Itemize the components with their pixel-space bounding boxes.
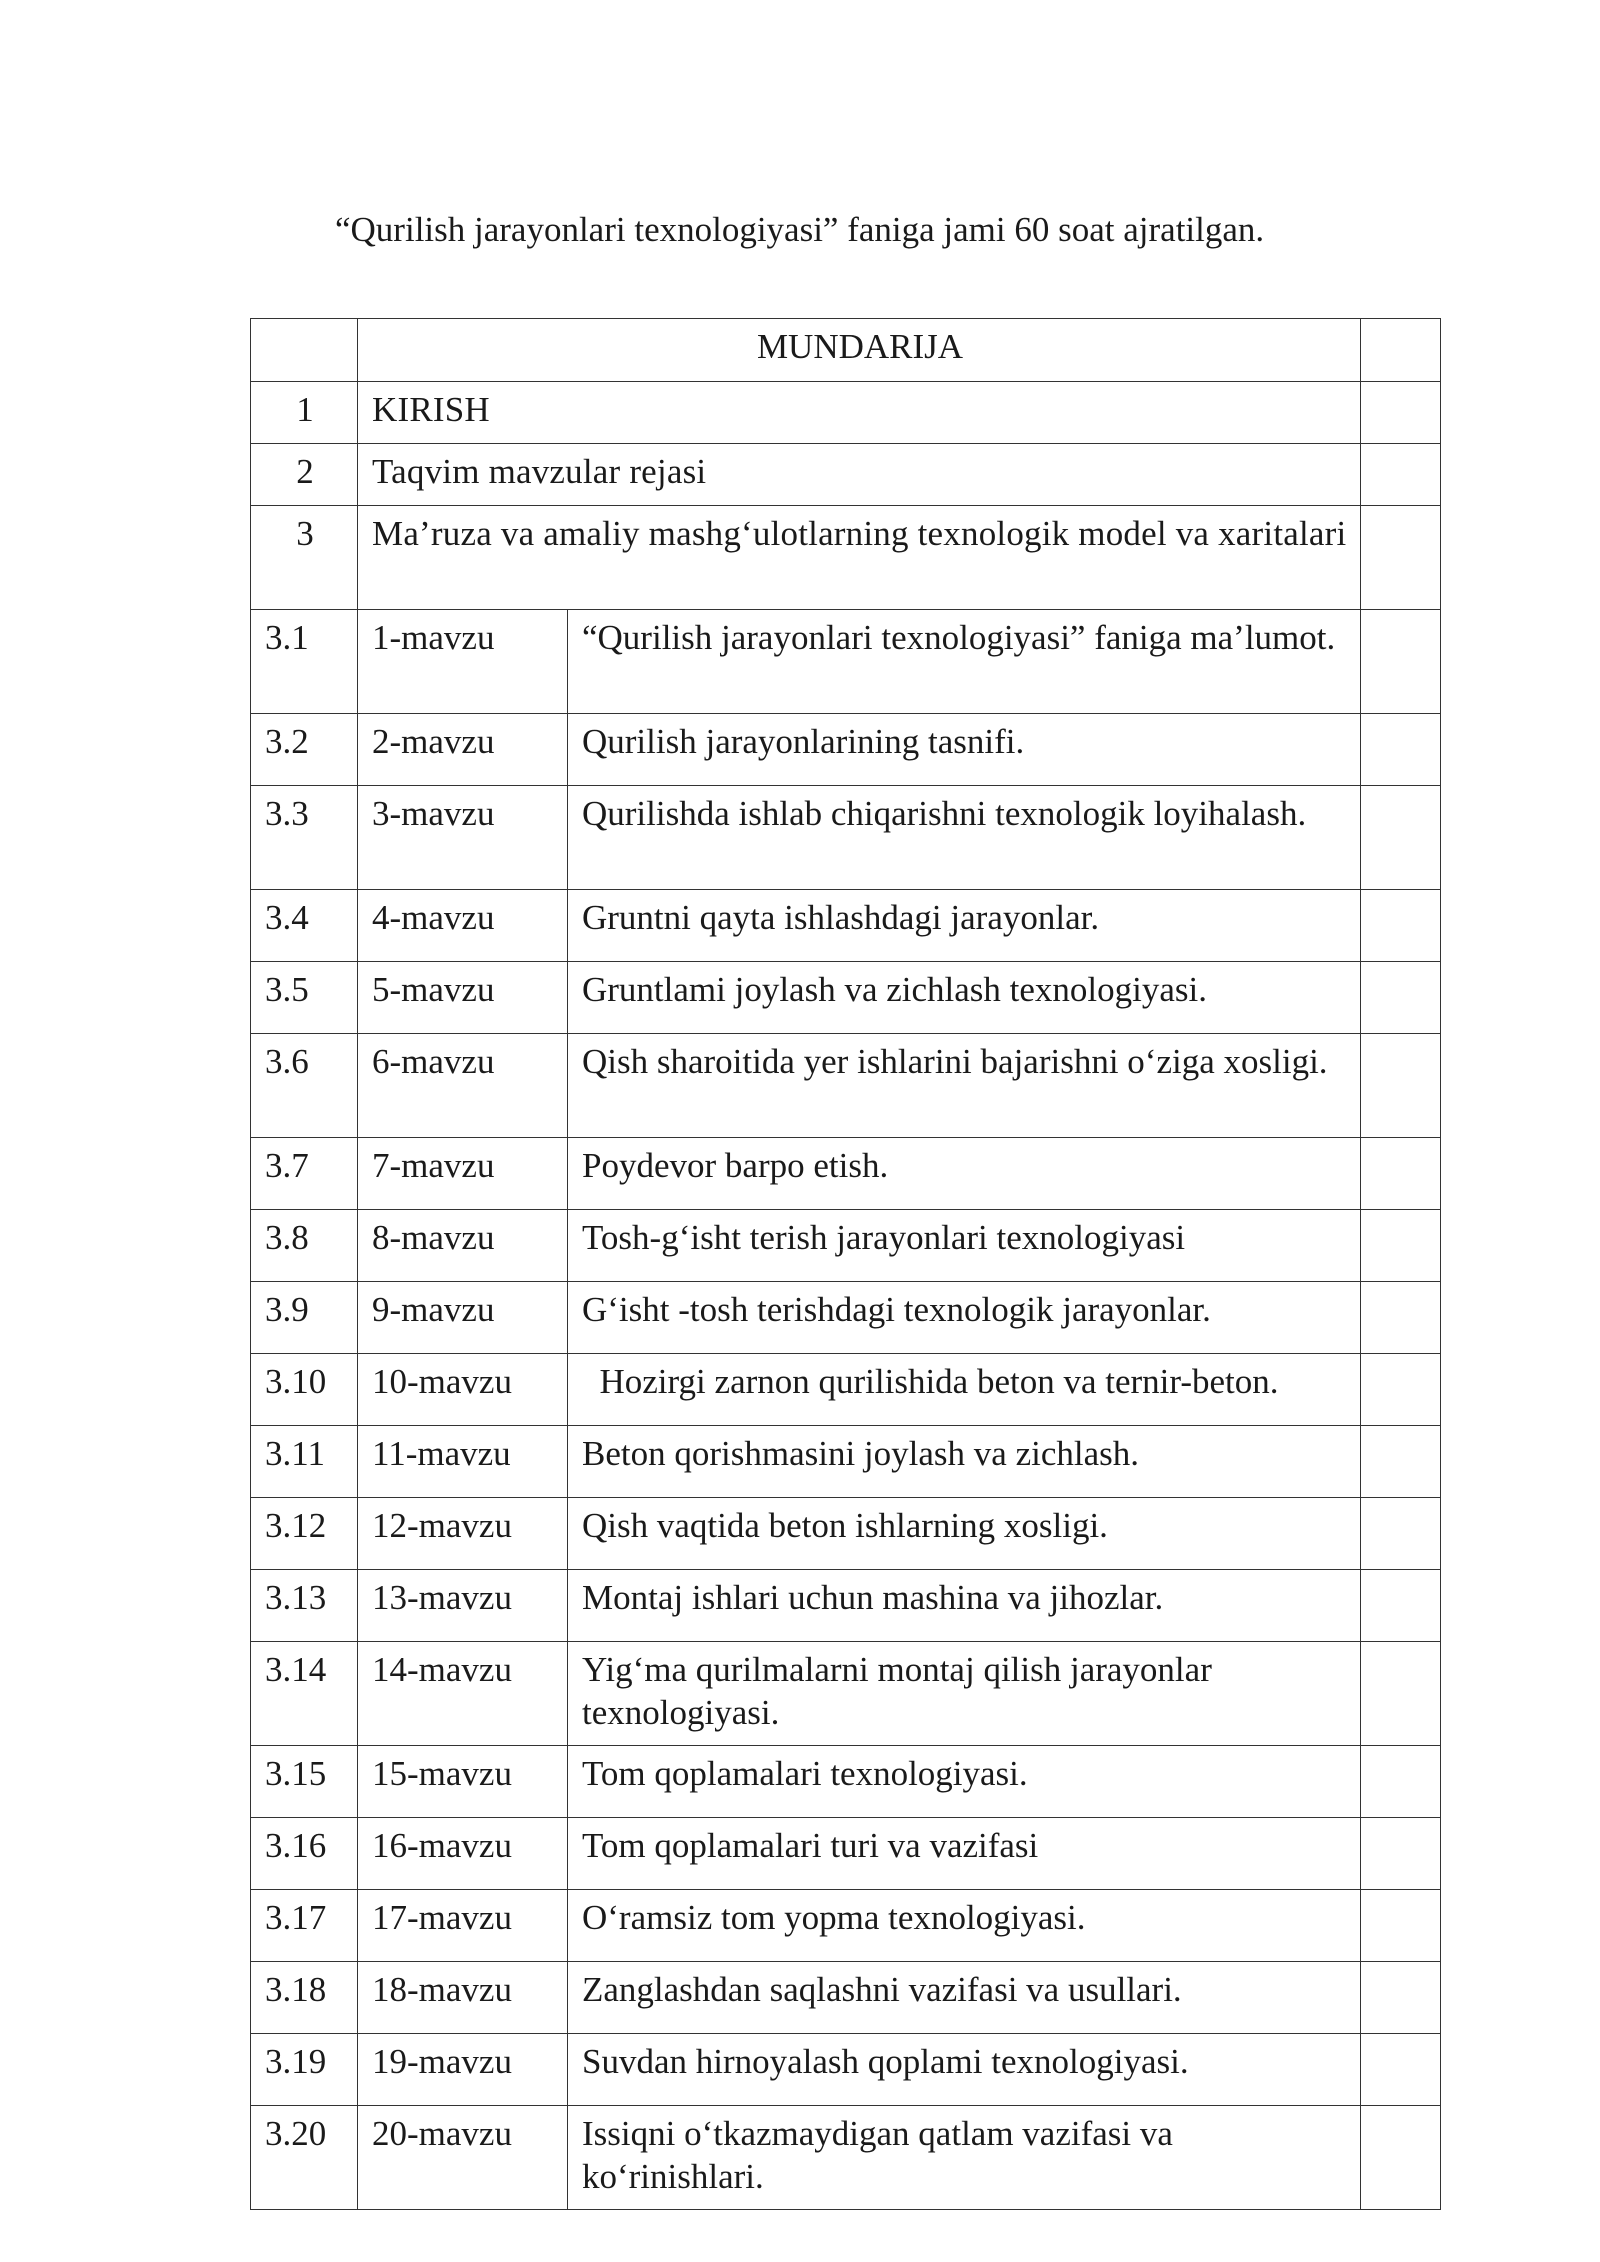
section-row	[251, 506, 1441, 610]
empty-cell	[1361, 506, 1441, 610]
topic-label: 10-mavzu	[358, 1354, 568, 1426]
empty-cell	[1361, 1210, 1441, 1282]
topic-number: 3.19	[251, 2034, 358, 2106]
topic-row	[251, 1426, 1441, 1498]
empty-cell	[1361, 1498, 1441, 1570]
empty-cell	[1361, 2034, 1441, 2106]
topic-row	[251, 786, 1441, 890]
topic-row	[251, 1034, 1441, 1138]
topic-title: Gruntlami joylash va zichlash texnologiyasi.	[568, 962, 1361, 1034]
topic-number: 3.13	[251, 1570, 358, 1642]
topic-title: Qish sharoitida yer ishlarini bajarishni o‘ziga xosligi.	[568, 1034, 1361, 1138]
topic-number: 3.14	[251, 1642, 358, 1746]
topic-row	[251, 714, 1441, 786]
topic-title: Qish vaqtida beton ishlarning xosligi.	[568, 1498, 1361, 1570]
empty-cell	[1361, 714, 1441, 786]
topic-row	[251, 2106, 1441, 2210]
topic-row	[251, 1210, 1441, 1282]
topic-label: 1-mavzu	[358, 610, 568, 714]
topic-title: Montaj ishlari uchun mashina va jihozlar.	[568, 1570, 1361, 1642]
topic-label: 7-mavzu	[358, 1138, 568, 1210]
topic-label: 8-mavzu	[358, 1210, 568, 1282]
topic-title: “Qurilish jarayonlari texnologiyasi” faniga ma’lumot.	[568, 610, 1361, 714]
empty-cell	[1361, 1354, 1441, 1426]
topic-label: 4-mavzu	[358, 890, 568, 962]
empty-cell	[1361, 1818, 1441, 1890]
topic-label: 19-mavzu	[358, 2034, 568, 2106]
topic-title: Tosh-g‘isht terish jarayonlari texnologiyasi	[568, 1210, 1361, 1282]
topic-label: 18-mavzu	[358, 1962, 568, 2034]
topic-row	[251, 1570, 1441, 1642]
topic-number: 3.8	[251, 1210, 358, 1282]
topic-row	[251, 1354, 1441, 1426]
empty-cell	[1361, 444, 1441, 506]
empty-cell	[1361, 2106, 1441, 2210]
topic-number: 3.18	[251, 1962, 358, 2034]
section-number: 1	[251, 382, 358, 444]
empty-cell	[1361, 1570, 1441, 1642]
topic-row	[251, 1962, 1441, 2034]
empty-cell	[1361, 319, 1441, 382]
topic-label: 16-mavzu	[358, 1818, 568, 1890]
topic-number: 3.3	[251, 786, 358, 890]
topic-number: 3.5	[251, 962, 358, 1034]
topic-label: 20-mavzu	[358, 2106, 568, 2210]
topic-label: 3-mavzu	[358, 786, 568, 890]
empty-cell	[1361, 1746, 1441, 1818]
topic-number: 3.6	[251, 1034, 358, 1138]
topic-label: 13-mavzu	[358, 1570, 568, 1642]
topic-number: 3.2	[251, 714, 358, 786]
topic-row	[251, 1818, 1441, 1890]
empty-cell	[1361, 1426, 1441, 1498]
empty-cell	[1361, 1034, 1441, 1138]
topic-title: Zanglashdan saqlashni vazifasi va usullari.	[568, 1962, 1361, 2034]
empty-cell	[1361, 1962, 1441, 2034]
topic-number: 3.12	[251, 1498, 358, 1570]
section-number: 2	[251, 444, 358, 506]
topic-title: Yig‘ma qurilmalarni montaj qilish jarayonlar texnologiyasi.	[568, 1642, 1361, 1746]
topic-number: 3.9	[251, 1282, 358, 1354]
topic-title: Poydevor barpo etish.	[568, 1138, 1361, 1210]
intro-text: “Qurilish jarayonlari texnologiyasi” faniga jami 60 soat ajratilgan.	[335, 210, 1265, 249]
topic-row	[251, 1642, 1441, 1746]
empty-cell	[1361, 786, 1441, 890]
section-title: Ma’ruza va amaliy mashg‘ulotlarning texnologik model va xaritalari	[358, 506, 1361, 610]
topic-row	[251, 610, 1441, 714]
topic-label: 11-mavzu	[358, 1426, 568, 1498]
empty-cell	[1361, 962, 1441, 1034]
table-header-row	[251, 319, 1441, 382]
topic-title: Issiqni o‘tkazmaydigan qatlam vazifasi va ko‘rinishlari.	[568, 2106, 1361, 2210]
topic-row	[251, 1282, 1441, 1354]
contents-heading: MUNDARIJA	[358, 319, 1361, 382]
empty-cell	[1361, 382, 1441, 444]
empty-cell	[1361, 1282, 1441, 1354]
topic-number: 3.10	[251, 1354, 358, 1426]
topic-number: 3.16	[251, 1818, 358, 1890]
topic-row	[251, 1746, 1441, 1818]
topic-title: Gruntni qayta ishlashdagi jarayonlar.	[568, 890, 1361, 962]
topic-number: 3.15	[251, 1746, 358, 1818]
topic-number: 3.4	[251, 890, 358, 962]
topic-number: 3.20	[251, 2106, 358, 2210]
section-row	[251, 382, 1441, 444]
topic-number: 3.7	[251, 1138, 358, 1210]
topic-number: 3.17	[251, 1890, 358, 1962]
topic-row	[251, 2034, 1441, 2106]
topic-label: 14-mavzu	[358, 1642, 568, 1746]
topic-title: Hozirgi zarnon qurilishida beton va ternir-beton.	[568, 1354, 1361, 1426]
topic-title: Suvdan hirnoyalash qoplami texnologiyasi.	[568, 2034, 1361, 2106]
contents-table	[250, 318, 1441, 2210]
topic-label: 17-mavzu	[358, 1890, 568, 1962]
section-row	[251, 444, 1441, 506]
section-title: KIRISH	[358, 382, 1361, 444]
empty-cell	[251, 319, 358, 382]
topic-row	[251, 962, 1441, 1034]
empty-cell	[1361, 890, 1441, 962]
topic-title: Qurilishda ishlab chiqarishni texnologik loyihalash.	[568, 786, 1361, 890]
topic-row	[251, 1498, 1441, 1570]
section-title: Taqvim mavzular rejasi	[358, 444, 1361, 506]
topic-number: 3.1	[251, 610, 358, 714]
topic-number: 3.11	[251, 1426, 358, 1498]
topic-row	[251, 890, 1441, 962]
topic-title: Qurilish jarayonlarining tasnifi.	[568, 714, 1361, 786]
topic-row	[251, 1138, 1441, 1210]
topic-title: Tom qoplamalari texnologiyasi.	[568, 1746, 1361, 1818]
topic-label: 6-mavzu	[358, 1034, 568, 1138]
topic-label: 9-mavzu	[358, 1282, 568, 1354]
topic-title: G‘isht -tosh terishdagi texnologik jarayonlar.	[568, 1282, 1361, 1354]
topic-title: Tom qoplamalari turi va vazifasi	[568, 1818, 1361, 1890]
empty-cell	[1361, 610, 1441, 714]
topic-label: 2-mavzu	[358, 714, 568, 786]
empty-cell	[1361, 1642, 1441, 1746]
topic-label: 5-mavzu	[358, 962, 568, 1034]
topic-row	[251, 1890, 1441, 1962]
empty-cell	[1361, 1890, 1441, 1962]
topic-label: 15-mavzu	[358, 1746, 568, 1818]
topic-label: 12-mavzu	[358, 1498, 568, 1570]
section-number: 3	[251, 506, 358, 610]
topic-title: Beton qorishmasini joylash va zichlash.	[568, 1426, 1361, 1498]
topic-title: O‘ramsiz tom yopma texnologiyasi.	[568, 1890, 1361, 1962]
empty-cell	[1361, 1138, 1441, 1210]
